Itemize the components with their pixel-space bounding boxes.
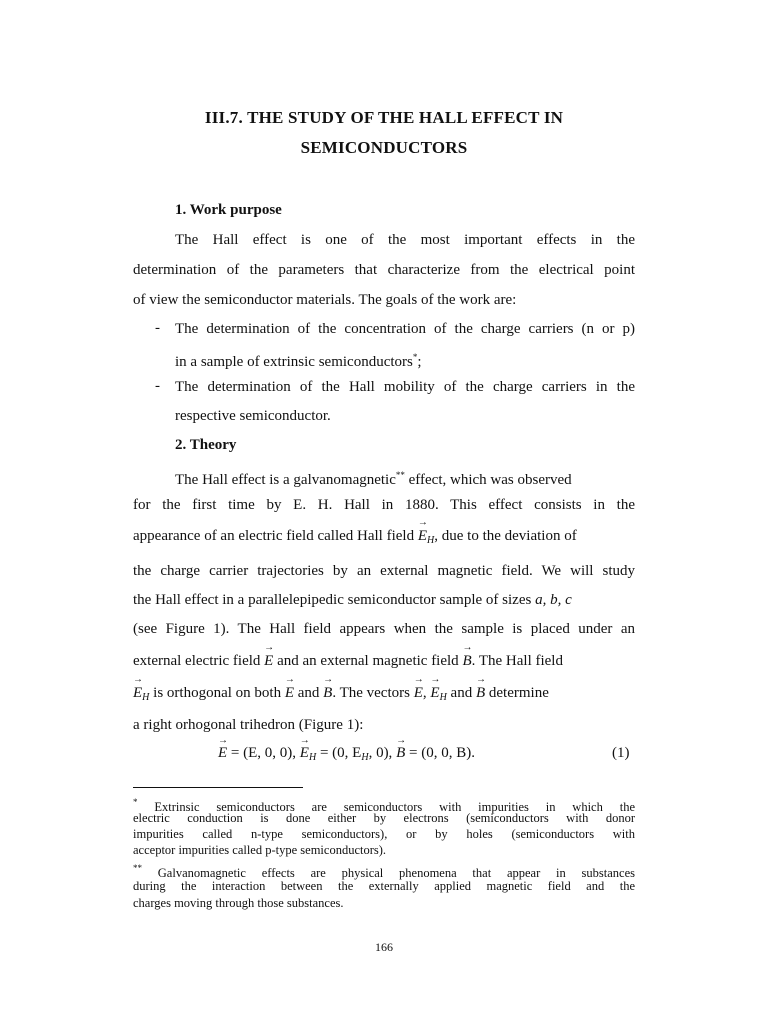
- page-number: 166: [375, 940, 393, 954]
- footnote-line: charges moving through those substances.: [133, 896, 344, 910]
- chapter-title-line-1: III.7. THE STUDY OF THE HALL EFFECT IN: [204, 108, 564, 127]
- bullet-dash: -: [155, 320, 160, 336]
- bullet-line: The determination of the Hall mobility of the charge carriers in the: [175, 379, 635, 395]
- equation-number: (1): [612, 745, 630, 761]
- paragraph-line: the Hall effect in a parallelepipedic semiconductor sample of sizes a, b, c: [133, 592, 572, 608]
- paragraph-line: external electric field → E and an external magnetic field → B. The Hall field: [133, 652, 635, 670]
- footnote-separator: [133, 787, 303, 788]
- footnote-line: impurities called n-type semiconductors), or by holes (semiconductors with: [133, 827, 635, 841]
- equation-1: → E = (E, 0, 0), → $E_H = (0$, $E_H$, 0), → B = (0, 0, B).: [218, 745, 475, 763]
- vector-E: → E: [430, 684, 439, 702]
- vector-E: → E: [133, 684, 142, 702]
- bullet-line: in a sample of extrinsic semiconductors*;: [175, 352, 422, 370]
- footnote-line: ** Galvanomagnetic effects are physical phenomena that appear in substances: [133, 863, 635, 880]
- footnote-line: * Extrinsic semiconductors are semiconductors with impurities in which the: [133, 797, 635, 814]
- paragraph-line: appearance of an electric field called Hall field → $E_H$, due to the deviation of: [133, 527, 635, 550]
- footnote-line: acceptor impurities called p-type semiconductors).: [133, 843, 387, 857]
- footnote-line: during the interaction between the externally applied magnetic field and the: [133, 879, 635, 893]
- footnote-mark: **: [395, 470, 405, 480]
- vector-E: → E: [418, 527, 427, 545]
- bullet-line: The determination of the concentration of the charge carriers (n or p): [175, 321, 635, 337]
- paragraph-line: of view the semiconductor materials. The goals of the work are:: [133, 292, 517, 308]
- bullet-line: respective semiconductor.: [175, 408, 331, 424]
- paragraph-line: a right orhogonal trihedron (Figure 1):: [133, 717, 364, 733]
- paragraph-line: the charge carrier trajectories by an external magnetic field. We will study: [133, 563, 635, 579]
- bullet-dash: -: [155, 378, 160, 394]
- vector-E: → E: [414, 684, 423, 702]
- footnote-mark: *: [412, 352, 418, 362]
- section-heading-theory: 2. Theory: [175, 437, 237, 453]
- paragraph-line: (see Figure 1). The Hall field appears when the sample is placed under an: [133, 621, 635, 637]
- vector-B: → B: [476, 684, 485, 702]
- chapter-title-line-2: SEMICONDUCTORS: [300, 138, 468, 157]
- vector-B: → B: [323, 684, 332, 702]
- vector-E: → E: [285, 684, 294, 702]
- paragraph-line: The Hall effect is a galvanomagnetic** effect, which was observed: [175, 470, 572, 488]
- paragraph-line: → $E_H$ is orthogonal on both → E and → B. The vectors → E, → $E_H$ and → B determine: [133, 684, 635, 707]
- paragraph-line: The Hall effect is one of the most important effects in the: [175, 232, 635, 248]
- paragraph-line: determination of the parameters that characterize from the electrical point: [133, 262, 635, 278]
- section-heading-work-purpose: 1. Work purpose: [175, 202, 282, 218]
- footnote-line: electric conduction is done either by electrons (semiconductors with donor: [133, 811, 635, 825]
- vector-E: → E: [264, 652, 273, 670]
- vector-B: → B: [462, 652, 471, 670]
- paragraph-line: for the first time by E. H. Hall in 1880. This effect consists in the: [133, 497, 635, 513]
